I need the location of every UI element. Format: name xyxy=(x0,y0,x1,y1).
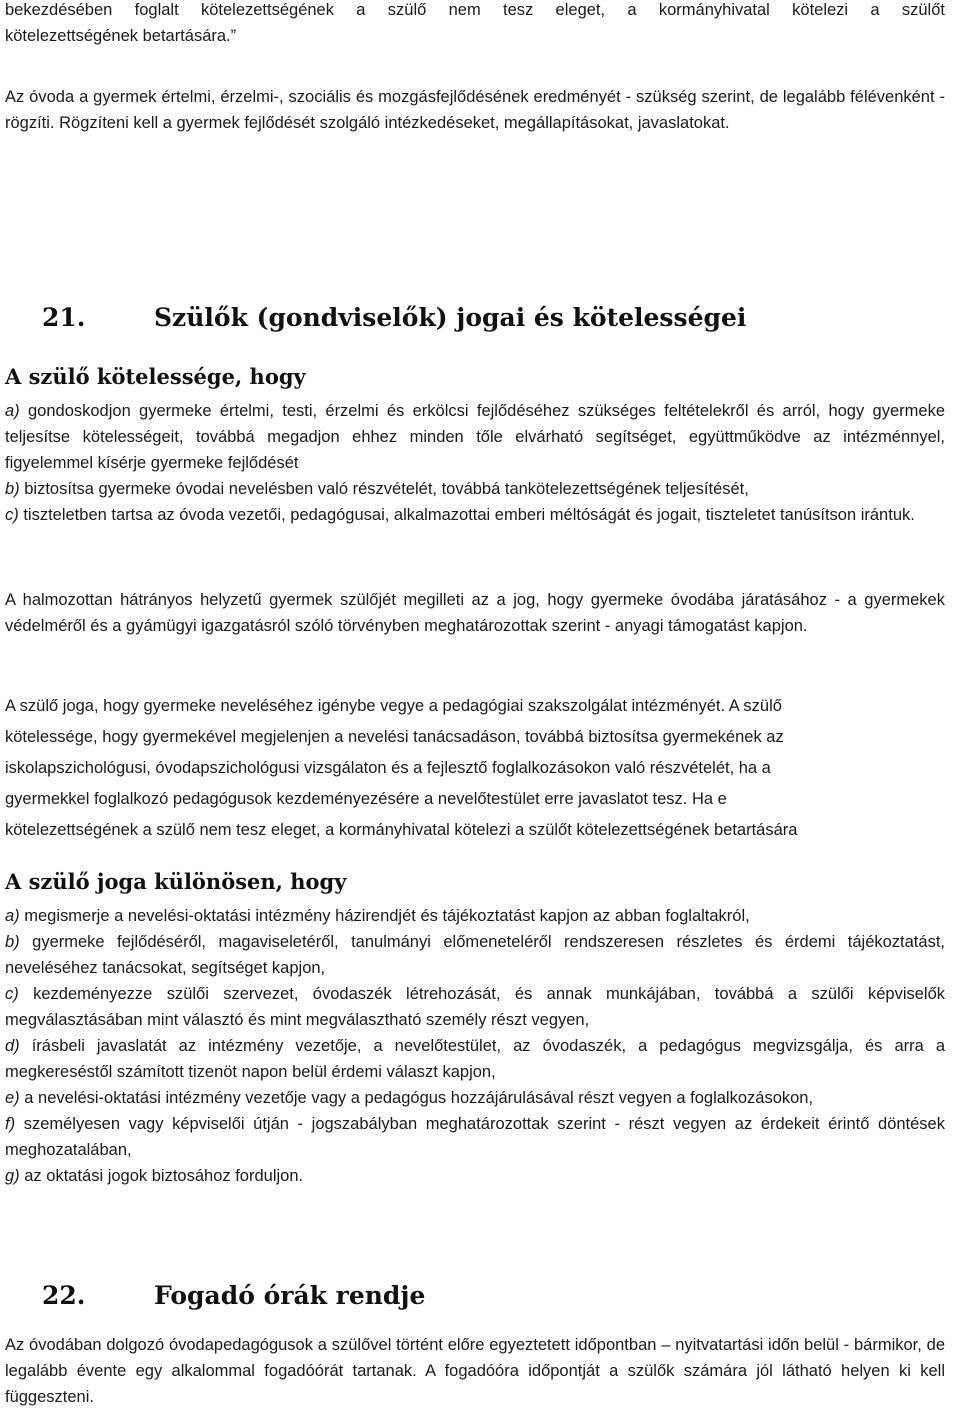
text-line: kötelessége, hogy gyermekével megjelenjen a nevelési tanácsadáson, továbbá biztosítsa gyermekének az xyxy=(5,728,784,746)
text-line: bekezdésében foglalt kötelezettségének a szülő nem tesz eleget, a kormányhivatal kötelezi a szülőt xyxy=(5,1,945,19)
paragraph-development-record: Az óvoda a gyermek értelmi, érzelmi-, szociális és mozgásfejlődésének eredményét - szükség szerint, de legalább félévenként - rögzíti. Rögzíteni kell a gyermek fejlődését szolgáló intézkedéseket, megállapításokat, javaslatokat. xyxy=(5,88,945,132)
duties-heading: A szülő kötelessége, hogy xyxy=(5,364,306,389)
list-item: b) biztosítsa gyermeke óvodai nevelésben való részvételét, továbbá tankötelezettségének teljesítését, xyxy=(5,480,749,498)
text-line: iskolapszichológusi, óvodapszichológusi vizsgálaton és a fejlesztő foglalkozásokon való részvételét, ha a xyxy=(5,759,771,777)
list-item: c) tiszteletben tartsa az óvoda vezetői, pedagógusai, alkalmazottai emberi méltóságát és jogait, tiszteletet tanúsítson irántuk. xyxy=(5,506,915,524)
duties-list xyxy=(5,398,945,528)
list-item: c) kezdeményezze szülői szervezet, óvodaszék létrehozását, és annak munkájában, továbbá a szülői képviselők megválasztásában mint választó és mint megválasztható személy részt vegyen, xyxy=(5,985,945,1029)
list-item: g) az oktatási jogok biztosához forduljon. xyxy=(5,1167,304,1185)
section-21-heading xyxy=(42,301,746,335)
rights-list xyxy=(5,903,945,1189)
list-item: f) személyesen vagy képviselői útján - jogszabályban meghatározottak szerint - részt vegyen az érdekeit érintő döntések meghozatalában, xyxy=(5,1115,945,1159)
section-number: 22. xyxy=(42,1281,86,1310)
text-line: kötelezettségének a szülő nem tesz eleget, a kormányhivatal kötelezi a szülőt kötelezettségének betartására xyxy=(5,821,798,839)
list-item: e) a nevelési-oktatási intézmény vezetője vagy a pedagógus hozzájárulásával részt vegyen a foglalkozásokon, xyxy=(5,1089,814,1107)
paragraph-disadvantaged-support: A halmozottan hátrányos helyzetű gyermek szülőjét megilleti az a jog, hogy gyermeke óvodába járatásához - a gyermekek védelméről és a gyámügyi igazgatásról szóló törvényben meghatározottak szerint - anyagi támogatást kapjon. xyxy=(5,591,945,635)
paragraph-continued xyxy=(5,0,945,49)
text-line: gyermekkel foglalkozó pedagógusok kezdeményezésére a nevelőtestület erre javaslatot tesz. Ha e xyxy=(5,790,727,808)
paragraph-pedagogical-service xyxy=(5,691,945,846)
text-line: A szülő joga, hogy gyermeke neveléséhez igénybe vegye a pedagógiai szakszolgálat intézményét. A szülő xyxy=(5,697,782,715)
text-line: kötelezettségének betartására.” xyxy=(5,27,237,45)
section-title: Fogadó órák rendje xyxy=(154,1281,426,1310)
list-item: a) megismerje a nevelési-oktatási intézmény házirendjét és tájékoztatást kapjon az abban foglaltakról, xyxy=(5,907,750,925)
section-number: 21. xyxy=(42,303,86,332)
section-title: Szülők (gondviselők) jogai és kötelességei xyxy=(154,303,747,332)
list-item: b) gyermeke fejlődéséről, magaviseletéről, tanulmányi előmeneteléről rendszeresen részletes és érdemi tájékoztatást, neveléséhez tanácsokat, segítséget kapjon, xyxy=(5,933,945,977)
list-item: d) írásbeli javaslatát az intézmény vezetője, a nevelőtestület, az óvodaszék, a pedagógus megvizsgálja, és arra a megkereséstől számított tizenöt napon belül érdemi választ kapjon, xyxy=(5,1037,945,1081)
list-item: a) gondoskodjon gyermeke értelmi, testi, érzelmi és erkölcsi fejlődéséhez szükséges feltételekről és arról, hogy gyermeke teljesítse kötelességeit, továbbá megadjon ehhez minden tőle elvárható segítséget, együttműködve az intézménnyel, figyelemmel kísérje gyermeke fejlődését xyxy=(5,402,945,472)
section-22-heading xyxy=(42,1279,425,1313)
paragraph-office-hours: Az óvodában dolgozó óvodapedagógusok a szülővel történt előre egyeztetett időpontban – nyitvatartási időn belül - bármikor, de legalább évente egy alkalommal fogadóórát tartanak. A fogadóóra időpontját a szülők számára jól látható helyen ki kell függeszteni. xyxy=(5,1336,945,1406)
rights-heading: A szülő joga különösen, hogy xyxy=(5,869,347,894)
